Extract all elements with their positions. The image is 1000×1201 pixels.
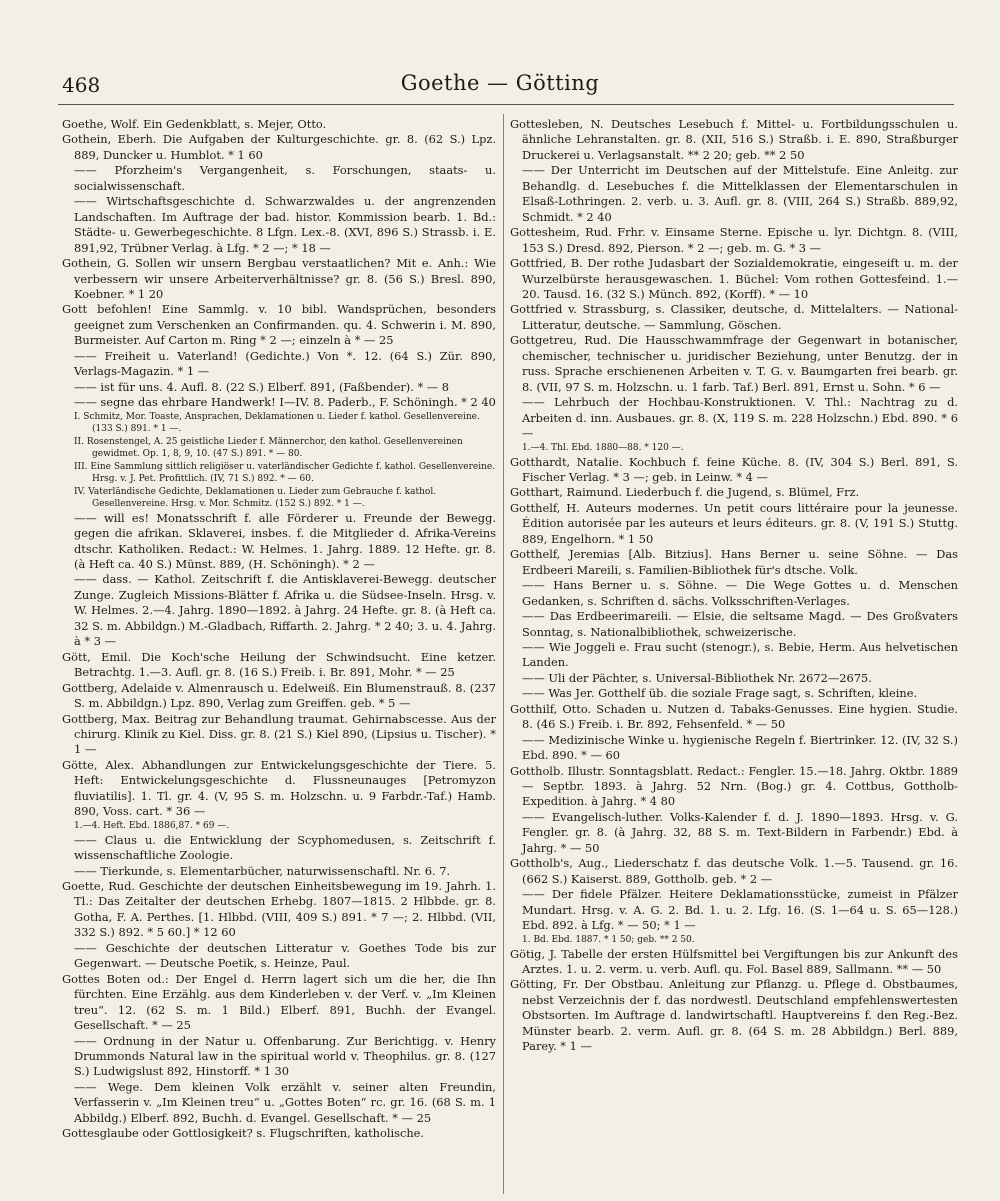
catalog-entry: —— Der Unterricht im Deutschen auf der Mittelstufe. Eine Anleitg. zur Behandlg. d. Lesebuches f. die Mittelklassen der Elementarschulen in Elsaß-Lothringen. 2. verb. u. 3. Aufl. gr. 8. (VIII, 264 S.) Straßb. 889,92, Schmidt. * 2 40 <box>522 163 958 224</box>
catalog-entry: Gotthelf, H. Auteurs modernes. Un petit cours littéraire pour la jeunesse. Édition autorisée par les auteurs et leurs éditeurs. gr. 8. (V, 191 S.) Stuttg. 889, Engelhorn. * 1 50 <box>510 500 958 546</box>
catalog-entry: Gottfried, B. Der rothe Judasbart der Sozialdemokratie, eingeseift u. m. der Wurzelbürste herausgewaschen. 1. Büchel: Vom rothen Gottesfeind. 1.—20. Tausd. 16. (32 S.) Münch. 892, (Korff). * — 10 <box>510 256 958 301</box>
running-title: Goethe — Götting <box>400 71 600 95</box>
catalog-entry: —— ist für uns. 4. Aufl. 8. (22 S.) Elberf. 891, (Faßbender). * — 8 <box>74 379 450 394</box>
catalog-entry: Gottesleben, N. Deutsches Lesebuch f. Mittel- u. Fortbildungsschulen u. ähnliche Lehranstalten. gr. 8. (XII, 516 S.) Straßb. i. E. 890, Straßburger Druckerei u. Verlagsanstalt. ** 2 20; geb. ** 2 50 <box>510 117 958 162</box>
catalog-entry: Gothein, Eberh. Die Aufgaben der Kulturgeschichte. gr. 8. (62 S.) Lpz. 889, Duncker u. Humblot. * 1 60 <box>62 132 496 162</box>
catalog-entry: —— Was Jer. Gotthelf üb. die soziale Frage sagt, s. Schriften, kleine. <box>522 686 918 701</box>
catalog-note: 1.—4. Heft. Ebd. 1886,87. * 69 —. <box>74 820 230 831</box>
catalog-entry: —— Uli der Pächter, s. Universal-Bibliothek Nr. 2672—2675. <box>522 670 872 685</box>
catalog-note: IV. Vaterländische Gedichte, Deklamationen u. Lieder zum Gebrauche f. kathol. Gesellenvereine. Hrsg. v. Mor. Schmitz. (152 S.) 892. * 1 —. <box>74 486 437 509</box>
catalog-entry: —— Ordnung in der Natur u. Offenbarung. Zur Berichtigg. v. Henry Drummonds Natural law in the spiritual world v. Theophilus. gr. 8. (127 S.) Ludwigslust 892, Hinstorff. * 1 30 <box>74 1033 496 1079</box>
catalog-entry: Gottes Boten od.: Der Engel d. Herrn lagert sich um die her, die Ihn fürchten. Eine Erzählg. aus dem Kinderleben v. der Verf. v. „Im Kleinen treu“. 12. (62 S. m. 1 Bild.) Elberf. 891, Buchh. der Evangel. Gesellschaft. * — 25 <box>62 971 496 1033</box>
catalog-entry: —— will es! Monatsschrift f. alle Förderer u. Freunde der Bewegg. gegen die afrikan. Sklaverei, insbes. f. die Mitglieder d. Afrika-Vereins dtschr. Katholiken. Redact.: W. Helmes. 1. Jahrg. 1889. 12 Hefte. gr. 8. (à Heft ca. 40 S.) Münst. 889, (H. Schöningh). * 2 — <box>74 510 496 571</box>
catalog-entry: —— Wie Joggeli e. Frau sucht (stenogr.), s. Bebie, Herm. Aus helvetischen Landen. <box>522 639 958 670</box>
catalog-entry: —— segne das ehrbare Handwerk! I—IV. 8. Paderb., F. Schöningh. * 2 40 <box>74 395 496 410</box>
catalog-entry: Gotthelf, Jeremias [Alb. Bitzius]. Hans Berner u. seine Söhne. — Das Erdbeeri Mareili, s. Familien-Bibliothek für's dtsche. Volk. <box>510 547 958 577</box>
catalog-entry: —— Freiheit u. Vaterland! (Gedichte.) Von *. 12. (64 S.) Zür. 890, Verlags-Magazin. * 1 — <box>74 348 496 379</box>
catalog-entry: Gothein, G. Sollen wir unsern Bergbau verstaatlichen? Mit e. Anh.: Wie verbessern wir unsere Arbeiterverhältnisse? gr. 8. (56 S.) Bresl. 890, Koebner. * 1 20 <box>62 256 496 301</box>
catalog-entry: —— Wirtschaftsgeschichte d. Schwarzwaldes u. der angrenzenden Landschaften. Im Auftrage der bad. histor. Kommission bearb. 1. Bd.: Städte- u. Gewerbegeschichte. 8 Lfgn. Lex.-8. (XVI, 896 S.) Strassb. i. E. 891,92, Trübner Verlag. à Lfg. * 2 —; * 18 — <box>74 194 496 255</box>
catalog-entry: Goethe, Wolf. Ein Gedenkblatt, s. Mejer, Otto. <box>62 117 327 131</box>
catalog-entry: Gottholb. Illustr. Sonntagsblatt. Redact.: Fengler. 15.—18. Jahrg. Oktbr. 1889 — Septbr. 1893. à Jahrg. 52 Nrn. (Bog.) gr. 4. Cottbus, Gottholb-Expedition. à Jahrg. * 4 80 <box>510 763 958 809</box>
catalog-entry: Gotthardt, Natalie. Kochbuch f. feine Küche. 8. (IV, 304 S.) Berl. 891, S. Fischer Verlag. * 3 —; geb. in Leinw. * 4 — <box>510 454 958 484</box>
catalog-entry: Gottesheim, Rud. Frhr. v. Einsame Sterne. Epische u. lyr. Dichtgn. 8. (VIII, 153 S.) Dresd. 892, Pierson. * 2 —; geb. m. G. * 3 — <box>510 225 958 255</box>
catalog-entry: —— Lehrbuch der Hochbau-Konstruktionen. V. Thl.: Nachtrag zu d. Arbeiten d. inn. Ausbaues. gr. 8. (X, 119 S. m. 228 Holzschn.) Ebd. 890. * 6 — <box>522 395 958 441</box>
catalog-note: 1.—4. Thl. Ebd. 1880—88. * 120 —. <box>522 442 684 453</box>
catalog-entry: Gottberg, Adelaide v. Almenrausch u. Edelweiß. Ein Blumenstrauß. 8. (237 S. m. Abbildgn.) Lpz. 890, Verlag zum Greiffen. geb. * 5 — <box>62 680 496 711</box>
catalog-entry: Gottesglaube oder Gottlosigkeit? s. Flugschriften, katholische. <box>62 1126 425 1141</box>
catalog-entry: —— Evangelisch-luther. Volks-Kalender f. d. J. 1890—1893. Hrsg. v. G. Fengler. gr. 8. (à Jahrg. 32, 88 S. m. Text-Bildern in Farbendr.) Ebd. à Jahrg. * — 50 <box>522 809 958 855</box>
catalog-entry: —— dass. — Kathol. Zeitschrift f. die Antisklaverei-Bewegg. deutscher Zunge. Zugleich Missions-Blätter f. Afrika u. die Südsee-Inseln. Hrsg. v. W. Helmes. 2.—4. Jahrg. 1890—1892. à Jahrg. 24 Hefte. gr. 8. (à Heft ca. 32 S. m. Abbildgn.) M.-Gladbach, Riffarth. 2. Jahrg. * 2 40; 3. u. 4. Jahrg. à * 3 — <box>74 572 496 649</box>
catalog-entry: —— Der fidele Pfälzer. Heitere Deklamationsstücke, zumeist in Pfälzer Mundart. Hrsg. v. A. G. 2. Bd. 1. u. 2. Lfg. 16. (S. 1—64 u. S. 65—128.) Ebd. 892. à Lfg. * — 50; * 1 — <box>522 887 958 933</box>
catalog-entry: Gotthilf, Otto. Schaden u. Nutzen d. Tabaks-Genusses. Eine hygien. Studie. 8. (46 S.) Freib. i. Br. 892, Fehsenfeld. * — 50 <box>510 701 958 732</box>
header-rule <box>58 104 954 105</box>
catalog-entry: —— Das Erdbeerimareili. — Elsie, die seltsame Magd. — Des Großvaters Sonntag, s. Nationalbibliothek, schweizerische. <box>522 609 958 639</box>
catalog-entry: Goette, Rud. Geschichte der deutschen Einheitsbewegung im 19. Jahrh. 1. Tl.: Das Zeitalter der deutschen Erhebg. 1807—1815. 2 Hlbbde. gr. 8. Gotha, F. A. Perthes. [1. Hlbbd. (VIII, 409 S.) 891. * 7 —; 2. Hlbbd. (VII, 332 S.) 892. * 5 60.] * 12 60 <box>62 879 496 940</box>
catalog-entry: Gott befohlen! Eine Sammlg. v. 10 bibl. Wandsprüchen, besonders geeignet zum Verschenken an Confirmanden. qu. 4. Schwerin i. M. 890, Burmeister. Auf Carton m. Ring * 2 —; einzeln à * — 25 <box>62 302 496 348</box>
catalog-entry: Götte, Alex. Abhandlungen zur Entwickelungsgeschichte der Tiere. 5. Heft: Entwickelungsgeschichte d. Flussneunauges [Petromyzon fluviatilis]. 1. Tl. gr. 4. (V, 95 S. m. Holzschn. u. 9 Farbdr.-Taf.) Hamb. 890, Voss. cart. * 36 — <box>62 757 496 819</box>
catalog-entry: —— Hans Berner u. s. Söhne. — Die Wege Gottes u. d. Menschen Gedanken, s. Schriften d. sächs. Volksschriften-Verlages. <box>522 578 958 608</box>
catalog-entry: —— Claus u. die Entwicklung der Scyphomedusen, s. Zeitschrift f. wissenschaftliche Zoologie. <box>74 832 496 863</box>
catalog-entry: —— Pforzheim's Vergangenheit, s. Forschungen, staats- u. socialwissenschaft. <box>74 163 496 193</box>
catalog-entry: —— Tierkunde, s. Elementarbücher, naturwissenschaftl. Nr. 6. 7. <box>74 863 451 878</box>
left-column <box>62 117 496 1193</box>
catalog-entry: Gottgetreu, Rud. Die Hausschwammfrage der Gegenwart in botanischer, chemischer, technischer u. juridischer Beziehung, unter Benutzg. der in russ. Sprache erschienenen Arbeiten v. T. G. v. Baumgarten frei bearb. gr. 8. (VII, 97 S. m. Holzschn. u. 1 farb. Taf.) Berl. 891, Ernst u. Sohn. * 6 — <box>510 333 958 394</box>
catalog-note: I. Schmitz, Mor. Toaste, Ansprachen, Deklamationen u. Lieder f. kathol. Gesellenvereine. (133 S.) 891. * 1 —. <box>74 411 480 434</box>
catalog-entry: Gottholb's, Aug., Liederschatz f. das deutsche Volk. 1.—5. Tausend. gr. 16. (662 S.) Kaiserst. 889, Gottholb. geb. * 2 — <box>510 856 958 886</box>
catalog-entry: —— Geschichte der deutschen Litteratur v. Goethes Tode bis zur Gegenwart. — Deutsche Poetik, s. Heinze, Paul. <box>74 940 496 971</box>
column-divider <box>503 114 504 1194</box>
catalog-entry: Gottberg, Max. Beitrag zur Behandlung traumat. Gehirnabscesse. Aus der chirurg. Klinik zu Kiel. Diss. gr. 8. (21 S.) Kiel 890, (Lipsius u. Tischer). * 1 — <box>62 711 496 757</box>
catalog-entry: Gött, Emil. Die Koch'sche Heilung der Schwindsucht. Eine ketzer. Betrachtg. 1.—3. Aufl. gr. 8. (16 S.) Freib. i. Br. 891, Mohr. * — 25 <box>62 649 496 680</box>
right-column <box>510 117 958 1193</box>
catalog-entry: Götig, J. Tabelle der ersten Hülfsmittel bei Vergiftungen bis zur Ankunft des Arztes. 1. u. 2. verm. u. verb. Aufl. qu. Fol. Basel 889, Sallmann. ** — 50 <box>510 946 958 977</box>
catalog-note: 1. Bd. Ebd. 1887. * 1 50; geb. ** 2 50. <box>522 934 695 945</box>
catalog-note: II. Rosenstengel, A. 25 geistliche Lieder f. Männerchor, den kathol. Gesellenvereinen gewidmet. Op. 1, 8, 9, 10. (47 S.) 891. * — 80. <box>74 436 463 459</box>
catalog-entry: —— Medizinische Winke u. hygienische Regeln f. Biertrinker. 12. (IV, 32 S.) Ebd. 890. * — 60 <box>522 732 958 763</box>
catalog-entry: Götting, Fr. Der Obstbau. Anleitung zur Pflanzg. u. Pflege d. Obstbaumes, nebst Verzeichnis der f. das nordwestl. Deutschland empfehlenswertesten Obstsorten. Im Auftrage d. landwirtschaftl. Hauptvereins f. den Reg.-Bez. Münster bearb. 2. verm. Aufl. gr. 8. (64 S. m. 28 Abbildgn.) Berl. 889, Parey. * 1 — <box>510 977 958 1054</box>
catalog-note: III. Eine Sammlung sittlich religiöser u. vaterländischer Gedichte f. kathol. Gesellenvereine. Hrsg. v. J. Pet. Profittlich. (IV, 71 S.) 892. * — 60. <box>74 461 496 484</box>
catalog-entry: Gottfried v. Strassburg, s. Classiker, deutsche, d. Mittelalters. — National-Litteratur, deutsche. — Sammlung, Göschen. <box>510 302 958 332</box>
page-number: 468 <box>62 73 101 97</box>
catalog-entry: Gotthart, Raimund. Liederbuch f. die Jugend, s. Blümel, Frz. <box>510 485 860 500</box>
catalog-entry: —— Wege. Dem kleinen Volk erzählt v. seiner alten Freundin, Verfasserin v. „Im Kleinen treu“ u. „Gottes Boten“ rc. gr. 16. (68 S. m. 1 Abbildg.) Elberf. 892, Buchh. d. Evangel. Gesellschaft. * — 25 <box>74 1079 496 1125</box>
